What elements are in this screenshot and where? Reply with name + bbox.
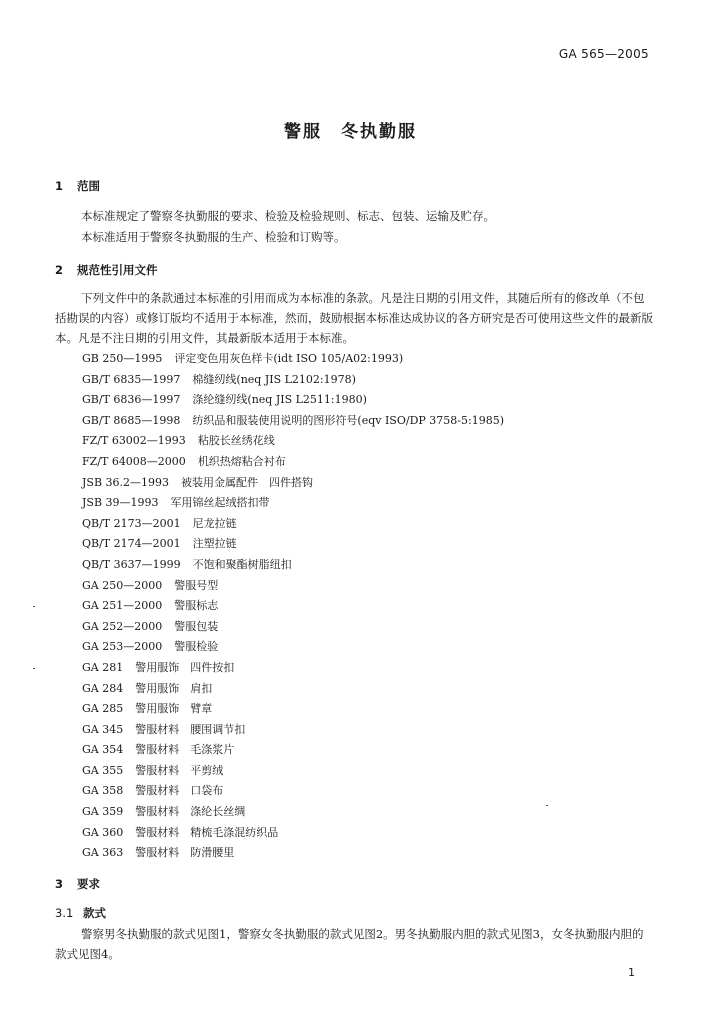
reference-item [82,555,504,576]
reference-code: GA 285 [82,702,124,716]
reference-item [82,349,504,370]
reference-item [82,781,504,802]
reference-title: 纺织品和服装使用说明的图形符号(eqv ISO/DP 3758-5:1985) [192,413,504,427]
scan-mark [33,668,35,669]
reference-item [82,596,504,617]
reference-code: QB/T 2173—2001 [82,516,181,530]
reference-code: GA 363 [82,846,124,860]
subsection-3-1-heading [55,905,106,921]
reference-code: GA 359 [82,805,124,819]
scan-mark [33,606,35,607]
reference-item [82,411,504,432]
reference-code: GA 284 [82,681,124,695]
subsection-title: 款式 [83,906,106,920]
reference-code: GA 281 [82,660,124,674]
reference-code: GB/T 6835—1997 [82,372,181,386]
reference-code: GA 252—2000 [82,619,163,633]
reference-code: GA 251—2000 [82,599,163,613]
reference-item [82,740,504,761]
reference-title: 尼龙拉链 [192,516,237,530]
reference-title: 警服标志 [174,599,219,613]
reference-code: FZ/T 64008—2000 [82,454,186,468]
reference-title: 警服号型 [174,578,219,592]
reference-item [82,452,504,473]
subsection-number: 3.1 [55,906,74,920]
scope-paragraph-1: 本标准规定了警察冬执勤服的要求、检验及检验规则、标志、包装、运输及贮存。 [81,209,495,223]
reference-title: 涤纶缝纫线(neq JIS L2511:1980) [192,393,367,407]
section-number: 3 [55,877,64,891]
section-3-heading [55,876,100,892]
reference-code: GB/T 8685—1998 [82,413,181,427]
reference-code: GB 250—1995 [82,352,163,365]
reference-code: JSB 39—1993 [82,496,159,510]
reference-code: GA 360 [82,825,124,839]
scan-mark [546,805,548,806]
reference-title: 评定变色用灰色样卡(idt ISO 105/A02:1993) [174,352,404,365]
reference-title: 警服材料 腰围调节扣 [135,722,246,736]
reference-item [82,637,504,658]
reference-code: FZ/T 63002—1993 [82,434,186,448]
page-number: 1 [628,966,635,979]
reference-title: 警服材料 防滑腰里 [135,846,235,860]
reference-title: 警用服饰 四件按扣 [135,660,235,674]
reference-code: QB/T 3637—1999 [82,557,181,571]
reference-item [82,699,504,720]
reference-title: 注塑拉链 [192,537,237,551]
reference-item [82,761,504,782]
section-number: 2 [55,263,64,277]
reference-list [82,349,504,864]
reference-item [82,679,504,700]
reference-title: 不饱和聚酯树脂纽扣 [192,557,292,571]
reference-code: GB/T 6836—1997 [82,393,181,407]
reference-code: GA 355 [82,763,124,777]
reference-item [82,843,504,864]
reference-title: 警服材料 口袋布 [135,784,224,798]
reference-item [82,390,504,411]
reference-title: 粘胶长丝绣花线 [197,434,275,448]
section-title: 规范性引用文件 [77,263,158,277]
standard-code: GA 565—2005 [558,47,649,61]
reference-title: 警服材料 涤纶长丝绸 [135,805,246,819]
reference-title: 被装用金属配件 四件搭钩 [181,475,314,489]
section-title: 要求 [77,877,100,891]
reference-title: 警服材料 平剪绒 [135,763,224,777]
references-intro: 下列文件中的条款通过本标准的引用而成为本标准的条款。凡是注日期的引用文件，其随后所有的修改单（不包括勘误的内容）或修订版均不适用于本标准，然而，鼓励根据本标准达成协议的各方研究是否可使用这些文件的最新版本。凡是不注日期的引用文件，其最新版本适用于本标准。 [55,291,653,345]
reference-title: 棉缝纫线(neq JIS L2102:1978) [192,372,356,386]
section-2-heading [55,262,158,278]
reference-code: QB/T 2174—2001 [82,537,181,551]
document-title: 警服 冬执勤服 [284,122,417,142]
section-1-heading [55,178,100,194]
reference-title: 警服包装 [174,619,219,633]
reference-item [82,493,504,514]
scope-paragraph-2: 本标准适用于警察冬执勤服的生产、检验和订购等。 [81,230,346,244]
reference-title: 警服材料 毛涤浆片 [135,743,235,757]
reference-item [82,823,504,844]
reference-item [82,720,504,741]
reference-item [82,617,504,638]
reference-title: 警用服饰 肩扣 [135,681,213,695]
reference-code: GA 354 [82,743,124,757]
reference-title: 警服检验 [174,640,219,654]
reference-title: 警用服饰 臂章 [135,702,213,716]
reference-code: GA 250—2000 [82,578,163,592]
reference-title: 军用锦丝起绒搭扣带 [170,496,270,510]
reference-item [82,431,504,452]
reference-item [82,576,504,597]
reference-code: GA 358 [82,784,124,798]
reference-code: GA 345 [82,722,124,736]
reference-item [82,534,504,555]
section-number: 1 [55,179,64,193]
reference-item [82,802,504,823]
reference-item [82,370,504,391]
reference-item [82,473,504,494]
reference-code: GA 253—2000 [82,640,163,654]
reference-code: JSB 36.2—1993 [82,475,170,489]
section-title: 范围 [77,179,100,193]
reference-item [82,658,504,679]
reference-title: 警服材料 精梳毛涤混纺织品 [135,825,279,839]
reference-item [82,514,504,535]
reference-title: 机织热熔粘合衬布 [197,454,286,468]
style-paragraph: 警察男冬执勤服的款式见图1，警察女冬执勤服的款式见图2。男冬执勤服内胆的款式见图3，女冬执勤服内胆的款式见图4。 [55,927,644,961]
